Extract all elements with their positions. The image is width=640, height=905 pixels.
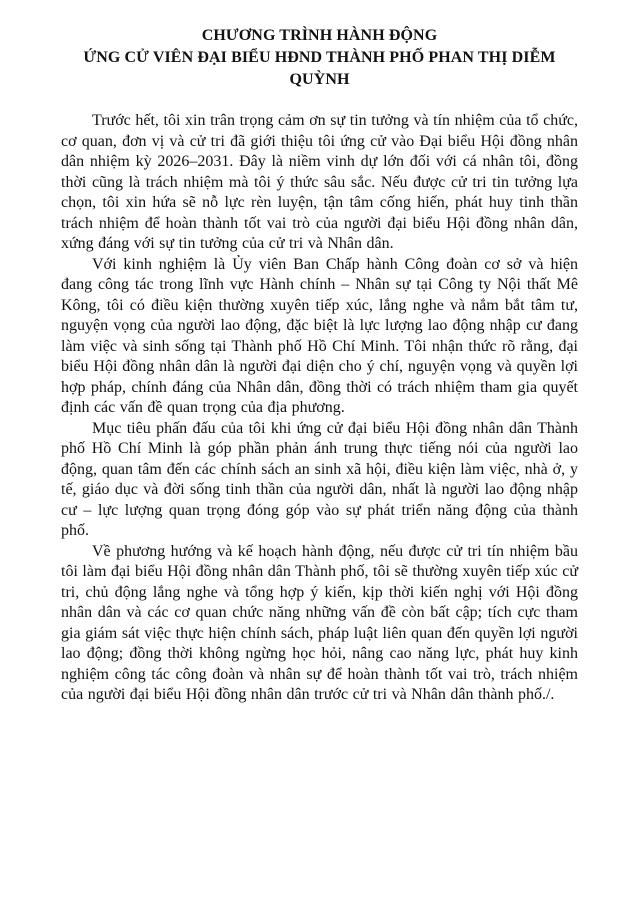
paragraph-goals: Mục tiêu phấn đấu của tôi khi ứng cử đại biểu Hội đồng nhân dân Thành phố Hồ Chí Minh là góp phần phản ánh trung thực tiếng nói của người lao động, quan tâm đến các chính sách an sinh xã hội, điều kiện làm việc, nhà ở, y tế, giáo dục và đời sống tinh thần của người dân, nhất là người lao động nhập cư – lực lượng quan trọng đóng góp vào sự phát triển năng động của thành phố. <box>61 419 578 539</box>
paragraph-action-plan: Về phương hướng và kế hoạch hành động, nếu được cử tri tín nhiệm bầu tôi làm đại biểu Hội đồng nhân dân Thành phố, tôi sẽ thường xuyên tiếp xúc cử tri, chủ động lắng nghe và tổng hợp ý kiến, kịp thời kiến nghị với Hội đồng nhân dân và các cơ quan chức năng những vấn đề còn bất cập; tích cực tham gia giám sát việc thực hiện chính sách, pháp luật liên quan đến quyền lợi người lao động; đồng thời không ngừng học hỏi, nâng cao năng lực, phát huy kinh nghiệm công tác công đoàn và nhân sự để hoàn thành tốt vai trò, trách nhiệm của người đại biểu Hội đồng nhân dân trước cử tri và Nhân dân thành phố./. <box>61 542 578 703</box>
document-title <box>61 25 578 91</box>
paragraph-experience: Với kinh nghiệm là Ủy viên Ban Chấp hành Công đoàn cơ sở và hiện đang công tác trong lĩnh vực Hành chính – Nhân sự tại Công ty Nội thất Mê Kông, tôi có điều kiện thường xuyên tiếp xúc, lắng nghe và nắm bắt tâm tư, nguyện vọng của người lao động, đặc biệt là lực lượng lao động nhập cư đang làm việc và sinh sống tại Thành phố Hồ Chí Minh. Tôi nhận thức rõ rằng, đại biểu Hội đồng nhân dân là người đại diện cho ý chí, nguyện vọng và quyền lợi hợp pháp, chính đáng của Nhân dân, đồng thời có trách nhiệm tham gia quyết định các vấn đề quan trọng của địa phương. <box>61 255 578 416</box>
paragraph-intro-thanks: Trước hết, tôi xin trân trọng cảm ơn sự tin tưởng và tín nhiệm của tổ chức, cơ quan, đơn vị và cử tri đã giới thiệu tôi ứng cử vào Đại biểu Hội đồng nhân dân nhiệm kỳ 2026–2031. Đây là niềm vinh dự lớn đối với cá nhân tôi, đồng thời cũng là trách nhiệm mà tôi ý thức sâu sắc. Nếu được cử tri tin tưởng lựa chọn, tôi xin hứa sẽ nỗ lực rèn luyện, tận tâm cống hiến, phát huy tinh thần trách nhiệm để hoàn thành tốt vai trò của người đại biểu Hội đồng nhân dân, xứng đáng với sự tin tưởng của cử tri và Nhân dân. <box>61 112 578 252</box>
title-line-2: ỨNG CỬ VIÊN ĐẠI BIỂU HĐND THÀNH PHỐ PHAN THỊ DIỄM QUỲNH <box>83 49 556 88</box>
title-line-1: CHƯƠNG TRÌNH HÀNH ĐỘNG <box>201 27 438 44</box>
